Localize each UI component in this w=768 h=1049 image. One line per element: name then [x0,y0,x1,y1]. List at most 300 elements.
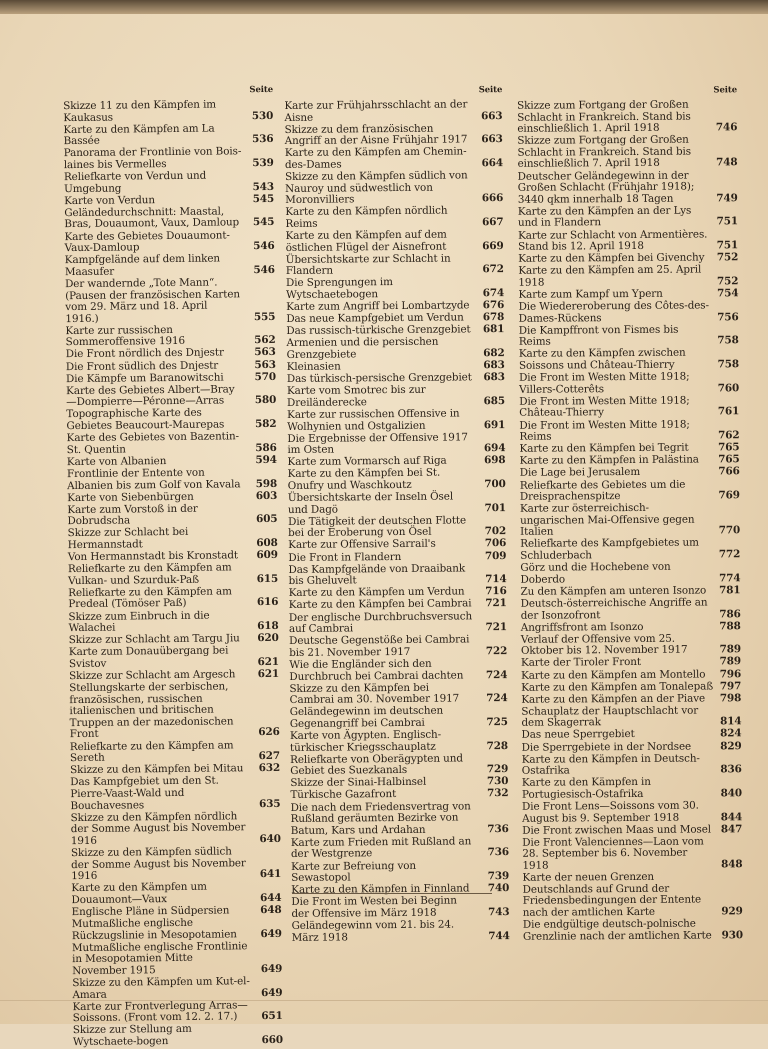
index-entry [64,170,274,195]
entry-page-number: 749 [716,191,738,205]
entry-page-number: 761 [717,405,740,418]
entry-title: Reliefkarte von Oberägypten und Gebiet des Suezkanals [290,752,463,778]
index-entry [289,682,507,707]
entry-page-number: 789 [719,655,742,668]
entry-title: Görz und die Hochebene von Doberdo [520,560,671,586]
entry-page-number: 758 [717,334,739,347]
entry-title: Mutmaßliche englische Frontlinie in Mesopotamien Mitte November 1915 [71,939,248,977]
entry-page-number: 649 [261,986,283,999]
entry-title: Karte zur Schlacht von Armentières. Stand bis 12. April 1918 [518,227,708,253]
entry-title: Reliefkarte von Verdun und Umgebung [63,169,207,195]
entry-title: Karte des Gebietes von Bazentin-St. Quentin [66,430,239,456]
entry-title: Karte zur österreichisch-ungarischen Mai-Offensive gegen Italien [519,502,695,539]
index-entry [286,229,504,254]
entry-page-number: 618 [257,620,279,633]
entry-title: Von Hermannstadt bis Kronstadt [67,549,239,564]
index-entry [520,502,740,538]
index-entry [69,681,280,741]
entry-page-number: 632 [258,762,281,775]
index-entry [521,633,741,658]
index-entry [292,919,510,944]
entry-title: Topographische Karte des Gebietes Beaucourt-Maurepas [66,407,225,433]
entry-title: Karte zu den Kämpfen nördlich Reims [285,204,448,230]
index-entry [519,371,739,396]
entry-title: Karte zur Frühjahrsschlacht an der Aisne [284,98,468,124]
entry-page-number: 546 [253,263,275,276]
entry-page-number: 683 [483,371,505,384]
entry-title: Karte zu den Kämpfen bei Tegrit [519,441,689,455]
entry-title: Geländedurchschnitt: Maastal, Bras, Douaumont, Vaux, Damloup [64,205,240,231]
entry-page-number: 681 [482,323,505,336]
page-top-edge [0,0,768,14]
index-entry [523,871,743,919]
entry-page-number: 609 [256,548,278,562]
entry-title: Karte zu den Kämpfen am Tonalepaß [521,680,714,694]
entry-page-number: 666 [481,192,504,205]
entry-page-number: 608 [256,536,278,550]
entry-title: Skizze zu den Kämpfen um Kut-el-Amara [72,975,250,1001]
entry-page-number: 765 [718,441,740,454]
entry-title: Reliefkarte zu den Kämpfen am Predeal (Tömöser Paß) [68,585,232,611]
entry-page-number: 627 [258,750,281,763]
index-entry [522,741,742,754]
entry-title: Karte zum Vormarsch auf Riga [287,454,447,469]
entry-page-number: 694 [483,442,506,455]
entry-page-number: 754 [717,287,739,300]
entry-title: Skizze zum Fortgang der Großen Schlacht in Frankreich. Stand bis einschließlich 1. April 1918 [517,98,691,135]
entry-title: Die Lage bei Jerusalem [519,466,641,480]
index-entry [70,775,280,812]
entry-title: Reliefkarte des Kampfgebietes um Schluderbach [520,536,699,562]
entry-page-number: 706 [484,537,507,550]
index-entry [519,348,739,373]
index-entry [69,645,279,670]
index-entry [66,384,276,409]
entry-title: Das Kampfgebiet um den St. Pierre-Vaast-Wald und Bouchavesnes [70,774,219,812]
entry-page-number: 736 [487,846,510,859]
entry-title: Angriffsfront am Isonzo [520,620,644,634]
entry-page-number: 603 [255,489,278,502]
entry-page-number: 724 [486,692,508,705]
entry-title: Skizze 11 zu den Kämpfen im Kaukasus [63,98,217,124]
entry-title: Karte zur russischen Offensive in Wolhynien und Ostgalizien [287,407,460,433]
index-entry [519,300,739,325]
index-entry [520,467,740,480]
entry-page-number: 563 [254,346,276,359]
entry-page-number: 674 [482,287,505,300]
entry-page-number: 762 [718,429,740,442]
index-entry [290,705,508,730]
entry-title: Die Front Lens—Soissons vom 30. August bis 9. September 1918 [521,799,699,825]
index-entry [291,801,509,838]
index-entry [518,265,738,290]
entry-page-number: 798 [719,691,742,705]
entry-page-number: 660 [261,1033,284,1047]
entry-title: Skizze zu den Kämpfen südlich der Somme August bis November 1916 [70,845,246,883]
index-entry [64,206,274,231]
entry-page-number: 594 [255,453,277,466]
entry-page-number: 562 [254,334,276,347]
entry-page-number: 756 [717,310,739,324]
entry-title: Skizze zur Schlacht am Argesch [69,668,236,683]
entry-page-number: 683 [483,359,505,372]
entry-page-number: 615 [256,572,279,585]
entry-title: Karte zu den Kämpfen bei Givenchy [518,251,705,265]
index-entry [518,170,738,206]
entry-title: Schauplatz der Hauptschlacht vor dem Skagerrak [521,704,699,730]
index-entry [64,146,274,171]
index-entry [63,123,273,148]
entry-title: Deutsche Gegenstöße bei Cambrai bis 21. November 1917 [289,633,470,659]
entry-page-number: 770 [718,524,741,537]
entry-page-number: 641 [259,867,282,881]
entry-page-number: 570 [254,370,277,383]
entry-page-number: 698 [484,454,506,467]
index-entry [65,277,275,326]
entry-page-number: 722 [485,644,508,658]
entry-page-number: 546 [253,240,275,253]
entry-title: Karte des Gebietes Albert—Bray—Dompierre—Péronne—Arras [66,383,235,409]
index-entry [287,432,505,457]
index-entry [291,860,509,885]
entry-title: Armenien und die persischen Grenzgebiete [286,336,439,361]
entry-title: Karte der neuen Grenzen Deutschlands auf Grund der Friedensbedingungen der Entente nach der amtlichen Karte [522,870,702,919]
index-entry [65,253,275,278]
entry-page-number: 732 [486,787,509,800]
index-entry [518,205,738,230]
entry-page-number: 847 [720,822,743,836]
entry-page-number: 781 [719,584,741,597]
index-entry [519,324,739,349]
index-entry [517,135,737,171]
entry-page-number: 682 [483,347,505,360]
index-entry [521,681,741,694]
entry-title: Kleinasien [286,360,341,374]
entry-title: Karte von Albanien [66,454,167,468]
entry-title: Karte zur Frontverlegung Arras—Soissons. (Front vom 12. 2. 17.) [72,998,248,1025]
entry-page-number: 743 [488,905,510,919]
entry-title: Zu den Kämpfen am unteren Isonzo [520,584,707,598]
entry-title: Übersichtskarte der Inseln Ösel und Dagö [287,490,454,516]
entry-title: Karte der Tiroler Front [520,656,641,670]
entry-title: Die Ergebnisse der Offensive 1917 im Osten [287,431,468,457]
index-entry [289,634,507,659]
entry-title: Die Sperrgebiete in der Nordsee [521,740,692,754]
index-entry [522,729,742,742]
entry-title: Skizze der Sinai-Halbinsel [290,776,427,790]
entry-page-number: 663 [481,133,503,146]
entry-title: Karte zu den Kämpfen am Montello [521,667,706,682]
entry-title: Die Front Valenciennes—Laon vom 28. September bis 6. November 1918 [522,835,704,872]
seite-header: Seite [478,85,503,96]
entry-title: Das neue Sperrgebiet [521,728,635,742]
index-entry [517,99,737,135]
entry-page-number: 730 [486,775,509,788]
index-entry [290,729,508,754]
index-entry [288,467,506,492]
entry-title: Skizze zur Schlacht am Targu Jiu [68,632,240,647]
entry-title: Karte zum Kampf um Ypern [518,287,663,301]
index-entry [72,976,282,1001]
entry-page-number: 824 [720,727,742,740]
index-entry [521,705,741,730]
entry-page-number: 605 [256,513,278,526]
entry-title: Reliefkarte des Gebietes um die Dreisprachenspitze [519,478,686,503]
entry-page-number: 752 [716,275,739,288]
index-entry [71,881,281,906]
entry-page-number: 844 [720,810,743,823]
entry-page-number: 930 [721,928,743,941]
entry-page-number: 765 [718,453,740,466]
entry-title: Karte zu den Kämpfen in Finnland [291,882,470,897]
entry-page-number: 736 [487,822,509,835]
index-entry [288,563,506,588]
entry-title: Karte zu den Kämpfen am 25. April 1918 [518,263,702,289]
index-column-2 [284,85,509,945]
entry-page-number: 721 [485,621,508,634]
entry-page-number: 797 [719,679,742,692]
index-entry [70,739,280,764]
index-entry [67,467,277,492]
entry-title: Panorama der Frontlinie von Bois-laines bis Vermelles [63,145,242,172]
entry-page-number: 543 [252,180,275,193]
index-entry [518,229,738,254]
index-entry [290,753,508,778]
entry-page-number: 714 [485,573,507,586]
index-entry [68,526,278,551]
entry-title: Die Kämpfe um Baranowitschi [65,371,224,385]
entry-title: Englische Pläne in Südpersien [71,904,230,918]
entry-title: Karte zu den Kämpfen am Chemin-des-Dames [284,145,467,171]
index-entry [64,229,274,254]
entry-page-number: 729 [486,763,509,776]
entry-page-number: 786 [719,607,741,620]
entry-page-number: 598 [255,477,278,490]
seite-header: Seite [713,85,738,96]
index-entry [522,777,742,802]
entry-page-number: 789 [719,643,741,656]
entry-title: Karte zu den Kämpfen bei Cambrai [288,597,472,612]
entry-page-number: 545 [252,216,275,229]
entry-page-number: 929 [721,905,743,918]
entry-page-number: 672 [482,263,504,276]
entry-title: Karte zum Angriff bei Lombartzyde [286,299,470,314]
entry-title: Die Kampffront von Fismes bis Reims [518,323,679,349]
entry-page-number: 840 [720,787,742,800]
entry-title: Die Front südlich des Dnjestr [65,359,219,373]
entry-title: Die Front im Westen Mitte 1918; Château-Thierry [519,394,690,420]
entry-title: Skizze zum Einbruch in die Walachei [68,609,210,635]
entry-title: Karte zu den Kämpfen an der Piave [521,692,706,706]
index-column-3 [517,85,743,943]
entry-page-number: 752 [716,251,739,264]
entry-page-number: 702 [484,525,507,538]
index-entry [285,170,503,207]
entry-page-number: 651 [261,1010,283,1023]
entry-title: Karte zu den Kämpfen an der Lys und in Flandern [517,204,692,230]
entry-page-number: 746 [715,121,738,134]
entry-title: Das türkisch-persische Grenzgebiet [286,371,472,386]
entry-title: Skizze zu den Kämpfen bei Cambrai am 30. November 1917 [289,681,460,707]
entry-title: Die Tätigkeit der deutschen Flotte bei der Eroberung von Ösel [288,514,467,540]
entry-page-number: 758 [717,358,739,371]
index-entry [519,419,739,444]
entry-page-number: 649 [260,962,283,975]
entry-title: Übersichtskarte zur Schlacht in Flandern [285,252,451,278]
entry-title: Stellungskarte der serbischen, französischen, russischen italienischen und britischen Truppen an der mazedonischen Front [69,680,234,741]
entry-title: Karte zur russischen Sommeroffensive 1916 [65,323,186,349]
index-entry [288,515,506,540]
entry-title: Die nach dem Friedensvertrag von Rußland geräumten Bezirke von Batum, Kars und Ardahan [290,799,471,837]
entry-page-number: 676 [482,299,505,312]
entry-title: Das neue Kampfgebiet um Verdun [286,311,464,326]
entry-title: Karte zu den Kämpfen auf dem östlichen Flügel der Aisnefront [285,228,447,254]
entry-title: Skizze zu dem französischen Angriff an der Aisne Frühjahr 1917 [284,122,468,148]
entry-title: Karte zum Vorstoß in der Dobrudscha [67,502,198,528]
entry-page-number: 640 [259,832,281,845]
index-entry [520,538,740,563]
index-entry [65,324,275,349]
entry-title: Reliefkarte zu den Kämpfen am Sereth [69,738,234,765]
entry-page-number: 739 [487,870,510,883]
entry-title: Karte zu den Kämpfen um Verdun [288,585,465,600]
entry-page-number: 539 [252,156,274,170]
entry-page-number: 700 [484,478,506,491]
entry-title: Skizze zu den Kämpfen südlich von Nauroy und südwestlich von Moronvilliers [284,169,468,207]
entry-title: Geländegewinn im deutschen Gegenangriff bei Cambrai [289,704,444,730]
entry-page-number: 649 [260,927,282,940]
entry-page-number: 635 [259,797,281,810]
entry-page-number: 582 [255,417,277,431]
entry-page-number: 663 [481,109,503,122]
entry-page-number: 769 [718,489,740,502]
entry-title: Kampfgelände auf dem linken Maasufer [64,252,221,278]
entry-title: Karte vom Smotrec bis zur Dreiländerecke [286,383,426,409]
index-entry [73,1000,283,1025]
index-entry [72,941,282,978]
entry-page-number: 563 [254,358,276,371]
entry-page-number: 788 [719,619,741,633]
index-entry [521,657,741,670]
entry-title: Wie die Engländer sich den Durchbruch bei Cambrai dachten [289,657,464,683]
index-entry [286,336,504,361]
entry-title: Karte zur Befreiung von Sewastopol [291,859,417,885]
seite-header: Seite [249,84,274,96]
index-entry [288,491,506,516]
entry-title: Karte von Verdun [64,193,155,207]
index-entry [291,836,509,861]
entry-title: Karte von Ägypten. Englisch-türkischer Kriegsschauplatz [289,728,442,754]
entry-title: Karte zu den Kämpfen um Douaumont—Vaux [71,880,207,906]
entry-page-number: 772 [718,548,741,561]
index-entry [72,917,282,942]
entry-title: Die Front in Flandern [288,550,402,564]
entry-page-number: 644 [260,891,282,904]
closing-rule [292,893,492,894]
index-entry [520,479,740,504]
index-entry [285,146,503,171]
index-entry [287,384,505,409]
index-entry [289,658,507,683]
entry-page-number: 685 [483,394,506,408]
entry-title: Das Kampfgelände von Draaibank bis Gheluvelt [288,562,466,588]
entry-page-number: 724 [485,668,508,681]
entry-title: Deutsch-österreichische Angriffe an der Isonzofront [520,596,708,622]
entry-page-number: 691 [483,418,506,431]
index-entry [67,431,277,456]
entry-page-number: 721 [485,597,507,610]
entry-title: Skizze zur Schlacht bei Hermannstadt [67,526,189,552]
entry-page-number: 664 [481,157,503,170]
entry-page-number: 796 [719,667,742,680]
index-entry [73,1023,283,1048]
index-entry [63,99,273,124]
entry-page-number: 545 [252,192,275,205]
index-entry [285,205,503,230]
entry-title: Türkische Gazafront [290,788,397,802]
entry-title: Die Wiedereroberung des Côtes-des-Dames-Rückens [518,299,709,325]
entry-title: Karte zur Offensive Sarrail's [288,538,436,552]
page-bottom-edge [0,1000,768,1001]
index-entry [286,276,504,301]
index-entry [522,800,742,825]
entry-page-number: 748 [716,156,738,169]
entry-title: Mutmaßliche englische Rückzugslinie in Mesopotamien [71,916,237,942]
index-entry [289,611,507,636]
index-entry [68,562,278,587]
entry-page-number: 728 [486,739,509,752]
entry-title: Karte zu den Kämpfen zwischen Soissons und Château-Thierry [518,347,686,372]
entry-title: Skizze zum Fortgang der Großen Schlacht in Frankreich. Stand bis einschließlich 7. April 1918 [517,133,692,171]
index-entry [286,253,504,278]
entry-page-number: 716 [485,585,507,598]
entry-title: Karte zu den Kämpfen in Portugiesisch-Ostafrika [521,776,651,801]
entry-title: Der englische Durchbruchsversuch auf Cambrai [288,609,473,636]
entry-page-number: 751 [716,215,739,228]
entry-page-number: 580 [254,394,277,407]
entry-title: Die Front im Westen bei Beginn der Offensive im März 1918 [291,894,457,920]
index-entry [522,836,742,872]
entry-title: Die Front zwischen Maas und Mosel [522,823,712,837]
entry-title: Das russisch-türkische Grenzgebiet [286,323,471,338]
entry-page-number: 744 [488,929,510,942]
entry-title: Karte zu den Kämpfen am La Bassée [63,122,215,148]
entry-title: Karte zum Frieden mit Rußland an der Westgrenze [290,835,472,861]
index-entry [71,811,281,848]
entry-page-number: 848 [721,858,743,871]
entry-title: Karte zu den Kämpfen in Palästina [519,453,699,468]
index-entry [291,895,509,920]
entry-page-number: 751 [716,239,739,252]
entry-title: Karte zu den Kämpfen in Deutsch-Ostafrika [521,752,700,778]
index-entry [521,597,741,622]
entry-title: Die Sprengungen im Wytschaetebogen [285,276,393,301]
entry-page-number: 774 [719,571,741,585]
entry-title: Karte von Siebenbürgen [67,490,194,504]
entry-page-number: 626 [258,726,280,739]
index-entry [287,408,505,433]
index-entry [68,586,278,611]
entry-title: Skizze zu den Kämpfen nördlich der Somme August bis November 1916 [70,809,246,847]
entry-page-number: 620 [257,632,279,645]
entry-page-number: 555 [253,310,276,323]
index-entry [284,99,502,124]
index-entry [520,561,740,586]
entry-page-number: 667 [482,215,504,229]
entry-title: Karte des Gebietes Douaumont-Vaux-Damloup [64,228,230,255]
entry-page-number: 829 [720,739,742,752]
index-column-1 [63,85,283,1049]
